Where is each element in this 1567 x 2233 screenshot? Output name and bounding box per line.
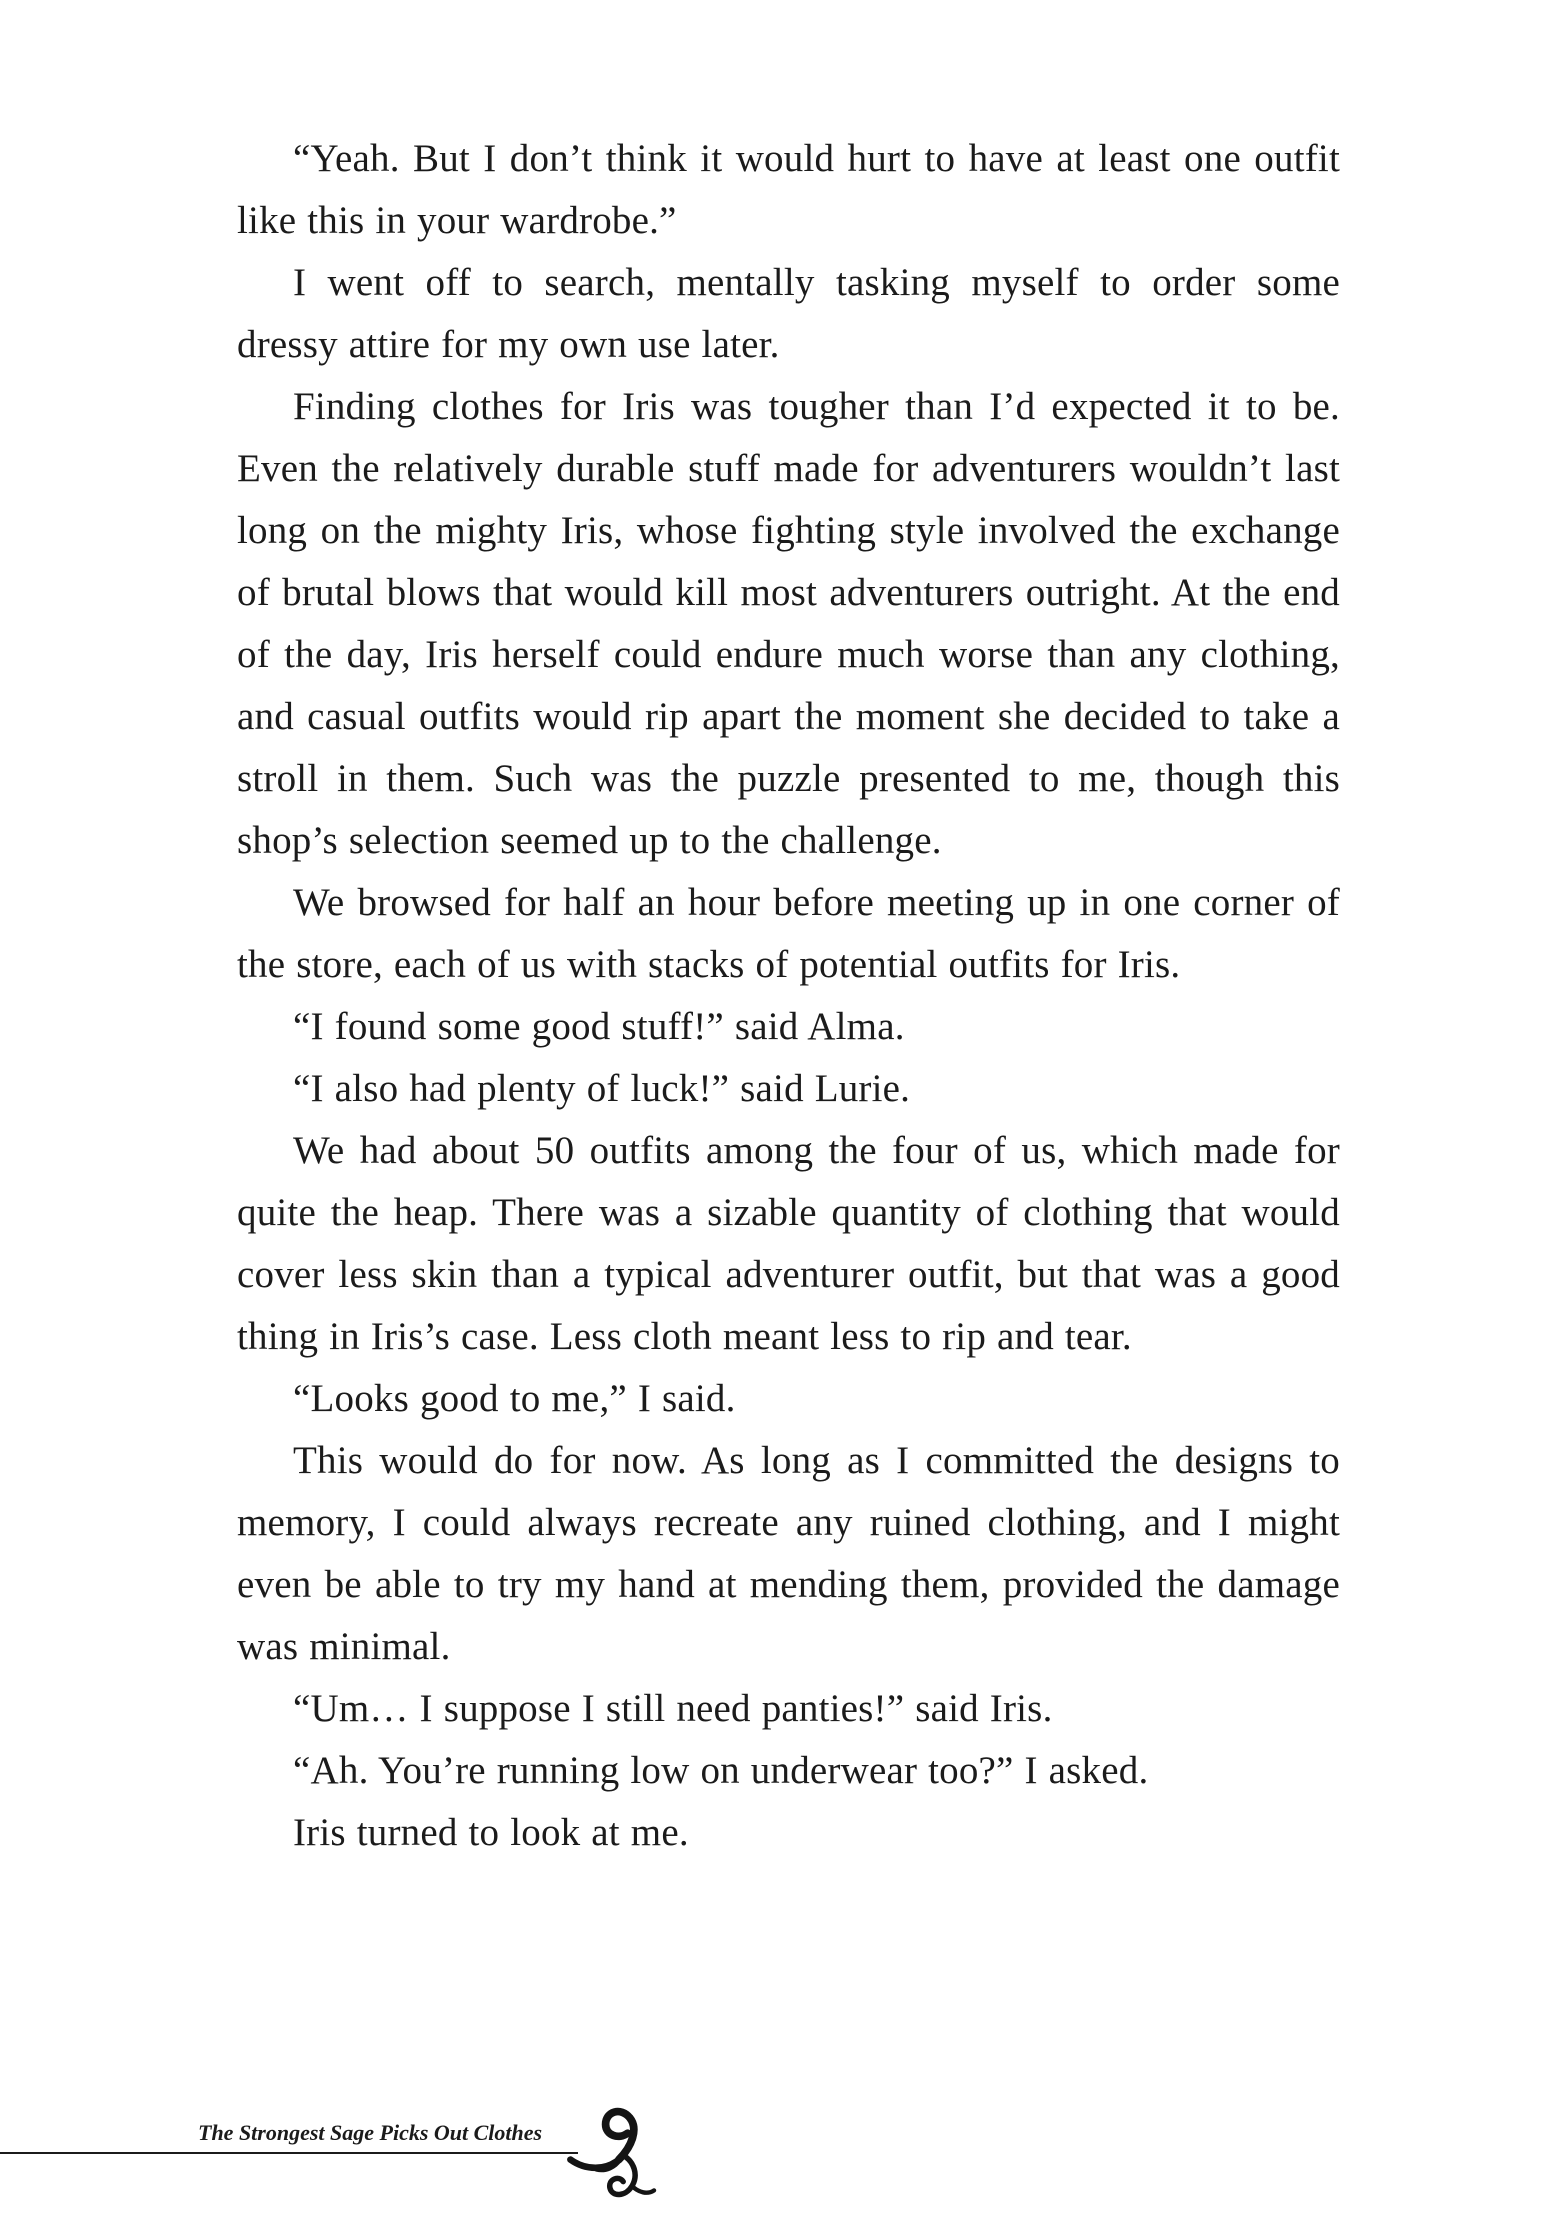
paragraph: “Ah. You’re running low on underwear too?” I asked. xyxy=(293,1749,1149,1792)
flourish-icon xyxy=(566,2098,676,2208)
footer-book-title: The Strongest Sage Picks Out Clothes xyxy=(198,2120,543,2145)
paragraph: Finding clothes for Iris was tougher than I’d expected it to be. Even the relatively durable stuff made for adventurers wouldn’t last long on the mighty Iris, whose fighting style involved the exchange of brutal blows that would kill most adventurers outright. At the end of the day, Iris herself could endure much worse than any clothing, and casual outfits would rip apart the moment she decided to take a stroll in them. Such was the puzzle presented to me, though this shop’s selection seemed up to the challenge. xyxy=(237,385,1340,862)
paragraph: “Looks good to me,” I said. xyxy=(293,1377,736,1420)
paragraph: “Um… I suppose I still need panties!” said Iris. xyxy=(293,1687,1053,1730)
page-footer xyxy=(0,2090,1567,2233)
paragraph: We browsed for half an hour before meeting up in one corner of the store, each of us with stacks of potential outfits for Iris. xyxy=(237,881,1340,986)
page-text xyxy=(237,128,1340,1864)
paragraph: I went off to search, mentally tasking myself to order some dressy attire for my own use later. xyxy=(237,261,1340,366)
paragraph: This would do for now. As long as I committed the designs to memory, I could always recreate any ruined clothing, and I might even be able to try my hand at mending them, provided the damage was minimal. xyxy=(237,1439,1340,1668)
paragraph: Iris turned to look at me. xyxy=(293,1811,689,1854)
paragraph: “I found some good stuff!” said Alma. xyxy=(293,1005,905,1048)
footer-rule xyxy=(0,2152,578,2154)
paragraph: “I also had plenty of luck!” said Lurie. xyxy=(293,1067,911,1110)
paragraph: We had about 50 outfits among the four of us, which made for quite the heap. There was a sizable quantity of clothing that would cover less skin than a typical adventurer outfit, but that was a good thing in Iris’s case. Less cloth meant less to rip and tear. xyxy=(237,1129,1340,1358)
paragraph: “Yeah. But I don’t think it would hurt to have at least one outfit like this in your wardrobe.” xyxy=(237,137,1340,242)
